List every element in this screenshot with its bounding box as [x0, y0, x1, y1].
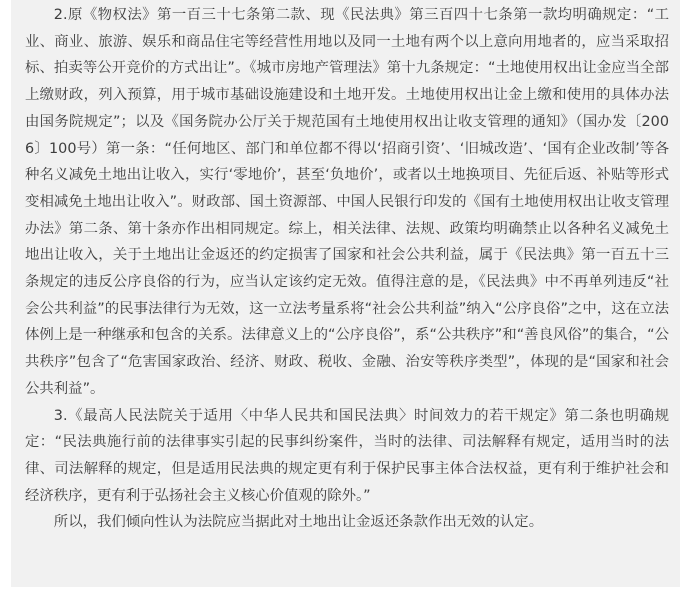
paragraph-conclusion: 所以，我们倾向性认为法院应当据此对土地出让金返还条款作出无效的认定。: [53, 514, 544, 531]
article-card: [11, 0, 680, 587]
paragraph-legal-basis: 2.原《物权法》第一百三十七条第二款、现《民法典》第三百四十七条第一款均明确规定：“工业、商业、旅游、娱乐和商品住宅等经营性用地以及同一土地有两个以上意向用地者的，应当采取招标、拍卖等公开竞价的方式出让”。《城市房地产管理法》第十九条规定：“土地使用权出让金应当全部上缴财政，列入预算，用于城市基础设施建设和土地开发。土地使用权出让金上缴和使用的具体办法由国务院规定”；以及《国务院办公厅关于规范国有土地使用权出让收支管理的通知》（国办发〔2006〕100号）第一条：“任何地区、部门和单位都不得以‘招商引资’、‘旧城改造’、‘国有企业改制’等各种名义减免土地出让收入，实行‘零地价’，甚至‘负地价’，或者以土地换项目、先征后返、补贴等形式变相减免土地出让收入”。财政部、国土资源部、中国人民银行印发的《国有土地使用权出让收支管理办法》第二条、第十条亦作出相同规定。综上，相关法律、法规、政策均明确禁止以各种名义减免土地出让收入，关于土地出让金返还的约定损害了国家和社会公共利益，属于《民法典》第一百五十三条规定的违反公序良俗的行为，应当认定该约定无效。值得注意的是，《民法典》中不再单列违反“社会公共利益”的民事法律行为无效，这一立法考量系将“社会公共利益”纳入“公序良俗”之中，这在立法体例上是一种继承和包含的关系。法律意义上的“公序良俗”，系“公共秩序”和“善良风俗”的集合，“公共秩序”包含了“危害国家政治、经济、财政、税收、金融、治安等秩序类型”，体现的是“国家和社会公共利益”。: [25, 7, 669, 397]
paragraph-time-effect: 3.《最高人民法院关于适用〈中华人民共和国民法典〉时间效力的若干规定》第二条也明确规定：“民法典施行前的法律事实引起的民事纠纷案件，当时的法律、司法解释有规定，适用当时的法律、司法解释的规定，但是适用民法典的规定更有利于保护民事主体合法权益，更有利于维护社会和经济秩序，更有利于弘扬社会主义核心价值观的除外。”: [25, 407, 669, 504]
